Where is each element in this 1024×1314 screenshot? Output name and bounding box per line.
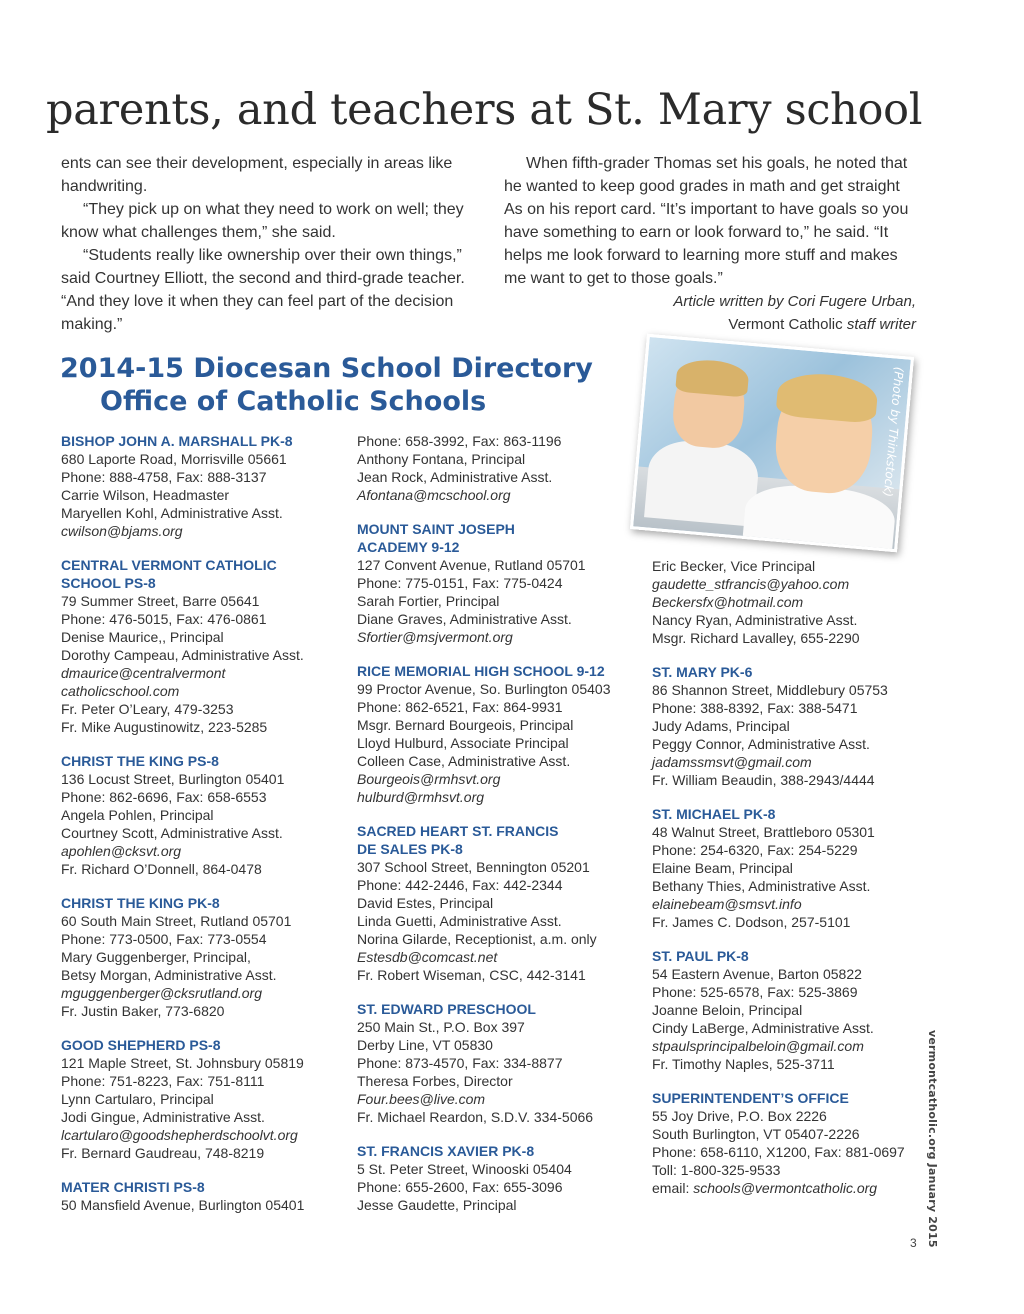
- school-detail: Maryellen Kohl, Administrative Asst.: [61, 505, 283, 521]
- school-name: ST. FRANCIS XAVIER PK-8: [357, 1143, 535, 1159]
- school-email[interactable]: Beckersfx@hotmail.com: [652, 594, 804, 610]
- article-paragraph: When fifth-grader Thomas set his goals, he noted that he wanted to keep good grades in math and get straight As on his report card. “It’s important to have goals so you have something to earn or look forward to,” he said. “It helps me look forward to learning more stuff and makes me want to get to those goals.”: [504, 155, 909, 287]
- school-detail: 127 Convent Avenue, Rutland 05701: [357, 557, 586, 573]
- school-email[interactable]: Estesdb@comcast.net: [357, 949, 498, 965]
- school-email[interactable]: apohlen@cksvt.org: [61, 843, 182, 859]
- school-detail: Diane Graves, Administrative Asst.: [357, 611, 572, 627]
- school-detail: Fr. Timothy Naples, 525-3711: [652, 1056, 835, 1072]
- school-detail: Fr. Robert Wiseman, CSC, 442-3141: [357, 967, 586, 983]
- school-entry: [357, 1142, 647, 1214]
- school-entry: [357, 822, 647, 984]
- school-detail: Colleen Case, Administrative Asst.: [357, 753, 571, 769]
- school-detail: Phone: 888-4758, Fax: 888-3137: [61, 469, 267, 485]
- school-detail: Msgr. Bernard Bourgeois, Principal: [357, 717, 574, 733]
- school-detail: Fr. Bernard Gaudreau, 748-8219: [61, 1145, 265, 1161]
- school-entry: [357, 1000, 647, 1126]
- directory-column-1: [61, 432, 351, 1230]
- school-detail: Judy Adams, Principal: [652, 718, 790, 734]
- school-email[interactable]: stpaulsprincipalbeloin@gmail.com: [652, 1038, 864, 1054]
- school-email[interactable]: Sfortier@msjvermont.org: [357, 629, 513, 645]
- school-entry: [652, 947, 942, 1073]
- school-detail: Joanne Beloin, Principal: [652, 1002, 803, 1018]
- school-detail: 48 Walnut Street, Brattleboro 05301: [652, 824, 875, 840]
- school-detail: Phone: 658-3992, Fax: 863-1196: [357, 433, 562, 449]
- school-detail: Phone: 862-6521, Fax: 864-9931: [357, 699, 563, 715]
- school-email[interactable]: gaudette_stfrancis@yahoo.com: [652, 576, 850, 592]
- school-detail: Lynn Cartularo, Principal: [61, 1091, 214, 1107]
- school-detail: Mary Guggenberger, Principal,: [61, 949, 251, 965]
- school-detail: 136 Locust Street, Burlington 05401: [61, 771, 285, 787]
- school-name: ACADEMY 9-12: [357, 539, 460, 555]
- school-detail: Fr. Michael Reardon, S.D.V. 334-5066: [357, 1109, 594, 1125]
- school-detail: Angela Pohlen, Principal: [61, 807, 214, 823]
- school-detail: catholicschool.com: [61, 683, 180, 699]
- school-entry: [61, 432, 351, 540]
- school-detail: 99 Proctor Avenue, So. Burlington 05403: [357, 681, 611, 697]
- photo-child1-hair: [675, 357, 750, 397]
- school-entry: [61, 1178, 351, 1214]
- directory-title-line2: Office of Catholic Schools: [100, 386, 487, 417]
- school-name: CENTRAL VERMONT CATHOLIC: [61, 557, 277, 573]
- school-detail: Carrie Wilson, Headmaster: [61, 487, 230, 503]
- school-detail: Phone: 862-6696, Fax: 658-6553: [61, 789, 267, 805]
- school-detail: Fr. Justin Baker, 773-6820: [61, 1003, 225, 1019]
- school-entry: [652, 663, 942, 789]
- school-detail: 86 Shannon Street, Middlebury 05753: [652, 682, 888, 698]
- students-photo: [630, 334, 914, 553]
- school-detail: 5 St. Peter Street, Winooski 05404: [357, 1161, 572, 1177]
- school-detail: 50 Mansfield Avenue, Burlington 05401: [61, 1197, 305, 1213]
- school-email[interactable]: jadamssmsvt@gmail.com: [652, 754, 812, 770]
- school-detail: email:: [652, 1180, 694, 1196]
- byline-role: staff writer: [846, 316, 916, 333]
- school-detail: Bethany Thies, Administrative Asst.: [652, 878, 871, 894]
- school-email[interactable]: dmaurice@centralvermont: [61, 665, 226, 681]
- byline-author: Article written by Cori Fugere Urban,: [673, 293, 916, 310]
- school-name: BISHOP JOHN A. MARSHALL PK-8: [61, 433, 293, 449]
- school-detail: Courtney Scott, Administrative Asst.: [61, 825, 283, 841]
- school-detail: Phone: 388-8392, Fax: 388-5471: [652, 700, 858, 716]
- school-detail: David Estes, Principal: [357, 895, 494, 911]
- school-detail: 79 Summer Street, Barre 05641: [61, 593, 260, 609]
- directory-column-2: [357, 432, 647, 1230]
- school-name: MOUNT SAINT JOSEPH: [357, 521, 515, 537]
- school-entry: [61, 1036, 351, 1162]
- school-email[interactable]: mguggenberger@cksrutland.org: [61, 985, 262, 1001]
- school-email[interactable]: hulburd@rmhsvt.org: [357, 789, 485, 805]
- school-entry: [61, 556, 351, 736]
- photo-child1-shirt: [644, 437, 761, 526]
- school-detail: South Burlington, VT 05407-2226: [652, 1126, 860, 1142]
- school-name: SCHOOL PS-8: [61, 575, 156, 591]
- school-detail: Phone: 476-5015, Fax: 476-0861: [61, 611, 267, 627]
- school-detail: 680 Laporte Road, Morrisville 05661: [61, 451, 287, 467]
- school-entry: [61, 752, 351, 878]
- directory-title-line1: 2014-15 Diocesan School Directory: [60, 353, 593, 384]
- school-detail: Phone: 254-6320, Fax: 254-5229: [652, 842, 858, 858]
- page-headline: parents, and teachers at St. Mary school: [46, 85, 923, 135]
- school-name: CHRIST THE KING PK-8: [61, 895, 220, 911]
- school-email[interactable]: Afontana@mcschool.org: [357, 487, 511, 503]
- school-detail: Elaine Beam, Principal: [652, 860, 793, 876]
- school-entry: [652, 805, 942, 931]
- school-name: ST. MICHAEL PK-8: [652, 806, 776, 822]
- school-detail: Jodi Gingue, Administrative Asst.: [61, 1109, 265, 1125]
- school-detail: Derby Line, VT 05830: [357, 1037, 493, 1053]
- photo-credit: (Photo by Thinkstock): [880, 366, 907, 498]
- school-detail: Phone: 751-8223, Fax: 751-8111: [61, 1073, 265, 1089]
- school-detail: Phone: 525-6578, Fax: 525-3869: [652, 984, 858, 1000]
- school-email[interactable]: Bourgeois@rmhsvt.org: [357, 771, 501, 787]
- school-detail: 60 South Main Street, Rutland 05701: [61, 913, 292, 929]
- school-entry: [61, 894, 351, 1020]
- school-entry: [652, 1089, 942, 1197]
- school-detail: Denise Maurice,, Principal: [61, 629, 224, 645]
- school-detail: 55 Joy Drive, P.O. Box 2226: [652, 1108, 827, 1124]
- school-detail: Phone: 775-0151, Fax: 775-0424: [357, 575, 563, 591]
- school-email[interactable]: Four.bees@live.com: [357, 1091, 486, 1107]
- school-name: ST. PAUL PK-8: [652, 948, 749, 964]
- school-detail: Fr. Richard O’Donnell, 864-0478: [61, 861, 262, 877]
- school-email[interactable]: elainebeam@smsvt.info: [652, 896, 802, 912]
- school-detail: Phone: 773-0500, Fax: 773-0554: [61, 931, 267, 947]
- directory-column-3: [652, 557, 942, 1213]
- school-entry: [652, 557, 942, 647]
- school-detail: 307 School Street, Bennington 05201: [357, 859, 590, 875]
- photo-child2-hair: [775, 370, 879, 424]
- school-email[interactable]: lcartularo@goodshepherdschoolvt.org: [61, 1127, 298, 1143]
- school-detail: Peggy Connor, Administrative Asst.: [652, 736, 870, 752]
- school-detail: Fr. Mike Augustinowitz, 223-5285: [61, 719, 268, 735]
- school-detail: 121 Maple Street, St. Johnsbury 05819: [61, 1055, 304, 1071]
- school-detail: Theresa Forbes, Director: [357, 1073, 513, 1089]
- school-detail: Jesse Gaudette, Principal: [357, 1197, 517, 1213]
- school-detail: Sarah Fortier, Principal: [357, 593, 500, 609]
- article-paragraph: “They pick up on what they need to work on well; they know what challenges them,” she said.: [61, 201, 464, 241]
- school-name: ST. EDWARD PRESCHOOL: [357, 1001, 536, 1017]
- school-detail: Anthony Fontana, Principal: [357, 451, 526, 467]
- school-detail: Phone: 442-2446, Fax: 442-2344: [357, 877, 563, 893]
- school-detail: Dorothy Campeau, Administrative Asst.: [61, 647, 304, 663]
- school-name: SUPERINTENDENT’S OFFICE: [652, 1090, 849, 1106]
- page-number: 3: [910, 1236, 917, 1250]
- school-detail: Norina Gilarde, Receptionist, a.m. only: [357, 931, 597, 947]
- school-entry: [357, 662, 647, 806]
- school-email[interactable]: schools@vermontcatholic.org: [693, 1180, 878, 1196]
- school-detail: Fr. Peter O’Leary, 479-3253: [61, 701, 234, 717]
- school-detail: Phone: 873-4570, Fax: 334-8877: [357, 1055, 563, 1071]
- school-detail: Linda Guetti, Administrative Asst.: [357, 913, 562, 929]
- byline-publication: Vermont Catholic: [728, 316, 847, 333]
- school-detail: Msgr. Richard Lavalley, 655-2290: [652, 630, 860, 646]
- school-name: MATER CHRISTI PS-8: [61, 1179, 205, 1195]
- directory-title: [60, 352, 630, 418]
- school-detail: Nancy Ryan, Administrative Asst.: [652, 612, 858, 628]
- school-detail: Phone: 655-2600, Fax: 655-3096: [357, 1179, 563, 1195]
- article-paragraph: “Students really like ownership over their own things,” said Courtney Elliott, the second and third-grade teacher. “And they love it when they can feel part of the decision making.”: [61, 247, 465, 333]
- school-name: SACRED HEART ST. FRANCIS: [357, 823, 559, 839]
- school-detail: Phone: 658-6110, X1200, Fax: 881-0697: [652, 1144, 905, 1160]
- school-email[interactable]: cwilson@bjams.org: [61, 523, 183, 539]
- school-entry: [357, 520, 647, 646]
- school-name: DE SALES PK-8: [357, 841, 463, 857]
- footer-site-date: vermontcatholic.org January 2015: [926, 1030, 939, 1248]
- school-detail: Fr. James C. Dodson, 257-5101: [652, 914, 851, 930]
- school-detail: Cindy LaBerge, Administrative Asst.: [652, 1020, 874, 1036]
- article-left-column: [61, 152, 471, 336]
- school-detail: 250 Main St., P.O. Box 397: [357, 1019, 525, 1035]
- school-name: GOOD SHEPHERD PS-8: [61, 1037, 221, 1053]
- school-detail: Jean Rock, Administrative Asst.: [357, 469, 553, 485]
- school-detail: 54 Eastern Avenue, Barton 05822: [652, 966, 862, 982]
- school-name: RICE MEMORIAL HIGH SCHOOL 9-12: [357, 663, 605, 679]
- school-name: ST. MARY PK-6: [652, 664, 753, 680]
- school-detail: Fr. William Beaudin, 388-2943/4444: [652, 772, 875, 788]
- school-detail: [652, 1179, 942, 1197]
- school-name: CHRIST THE KING PS-8: [61, 753, 219, 769]
- school-detail: Eric Becker, Vice Principal: [652, 558, 816, 574]
- school-detail: Toll: 1-800-325-9533: [652, 1162, 781, 1178]
- article-right-column: [504, 152, 916, 336]
- school-detail: Lloyd Hulburd, Associate Principal: [357, 735, 569, 751]
- school-entry: [357, 432, 647, 504]
- article-paragraph: ents can see their development, especially in areas like handwriting.: [61, 155, 453, 195]
- school-detail: Betsy Morgan, Administrative Asst.: [61, 967, 277, 983]
- article-byline: [504, 290, 916, 336]
